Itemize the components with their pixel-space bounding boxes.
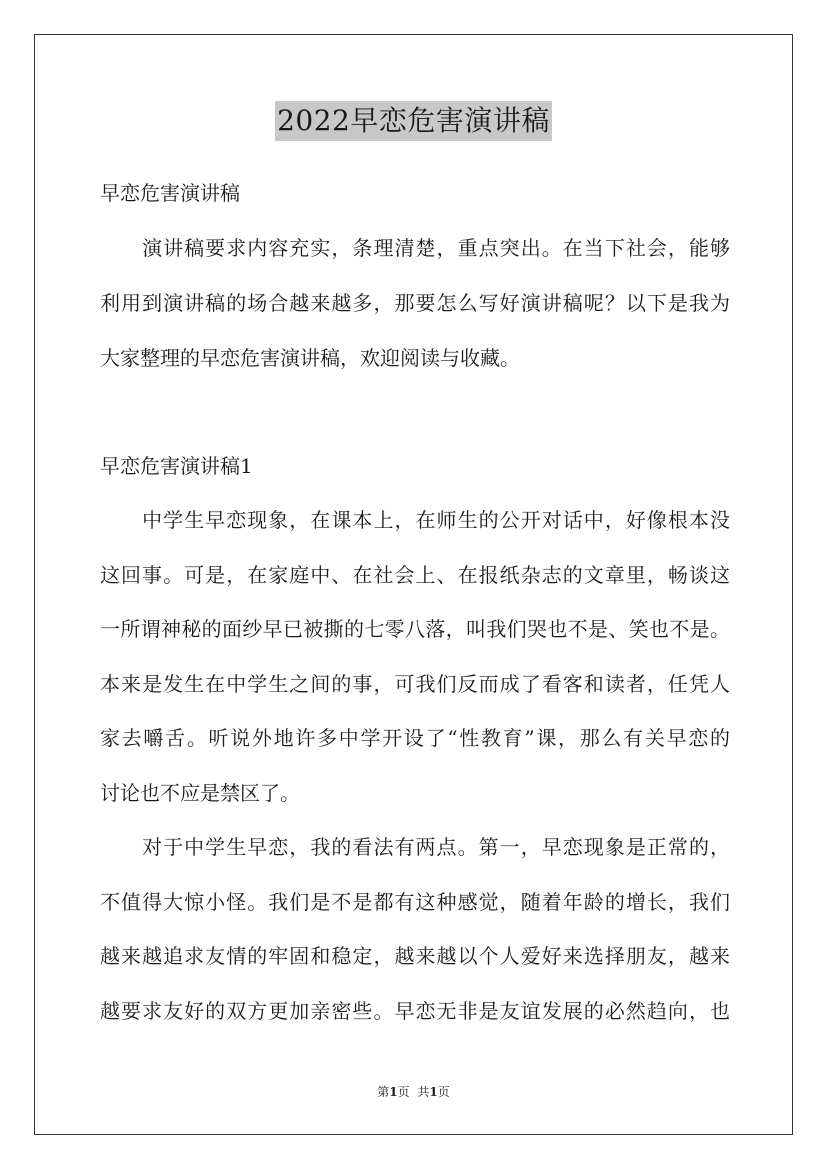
document-title: 2022早恋危害演讲稿	[275, 101, 552, 141]
paragraph2-line-3: 越来越追求友情的牢固和稳定，越来越以个人爱好来选择朋友，越来	[100, 944, 730, 968]
page-prefix: 第	[377, 1085, 390, 1099]
paragraph2-line-4: 越要求友好的双方更加亲密些。早恋无非是友谊发展的必然趋向，也	[100, 999, 730, 1023]
page-suffix: 页	[397, 1085, 410, 1099]
paragraph1-line-1: 中学生早恋现象，在课本上，在师生的公开对话中，好像根本没	[100, 508, 730, 532]
paragraph1-line-3: 一所谓神秘的面纱早已被撕的七零八落，叫我们哭也不是、笑也不是。	[100, 617, 730, 641]
title-container	[0, 101, 827, 141]
intro-line-2: 利用到演讲稿的场合越来越多，那要怎么写好演讲稿呢？以下是我为	[100, 291, 730, 315]
paragraph2-line-1: 对于中学生早恋，我的看法有两点。第一，早恋现象是正常的，	[100, 835, 730, 859]
intro-line-3: 大家整理的早恋危害演讲稿，欢迎阅读与收藏。	[100, 346, 520, 370]
page-footer	[0, 1083, 827, 1101]
paragraph2-line-2: 不值得大惊小怪。我们是不是都有这种感觉，随着年龄的增长，我们	[100, 890, 730, 914]
paragraph1-line-2: 这回事。可是，在家庭中、在社会上、在报纸杂志的文章里，畅谈这	[100, 563, 730, 587]
intro-line-1: 演讲稿要求内容充实，条理清楚，重点突出。在当下社会，能够	[100, 236, 730, 260]
total-pages: 1	[429, 1085, 438, 1099]
total-prefix: 共	[417, 1085, 430, 1099]
paragraph1-line-5: 家去嚼舌。听说外地许多中学开设了“性教育”课，那么有关早恋的	[100, 726, 730, 750]
total-suffix: 页	[437, 1085, 450, 1099]
paragraph1-line-4: 本来是发生在中学生之间的事，可我们反而成了看客和读者，任凭人	[100, 672, 730, 696]
page-number: 1	[389, 1085, 398, 1099]
section-heading: 早恋危害演讲稿1	[100, 454, 253, 478]
paragraph1-line-6: 讨论也不应是禁区了。	[100, 781, 300, 805]
document-subheading: 早恋危害演讲稿	[100, 181, 240, 205]
